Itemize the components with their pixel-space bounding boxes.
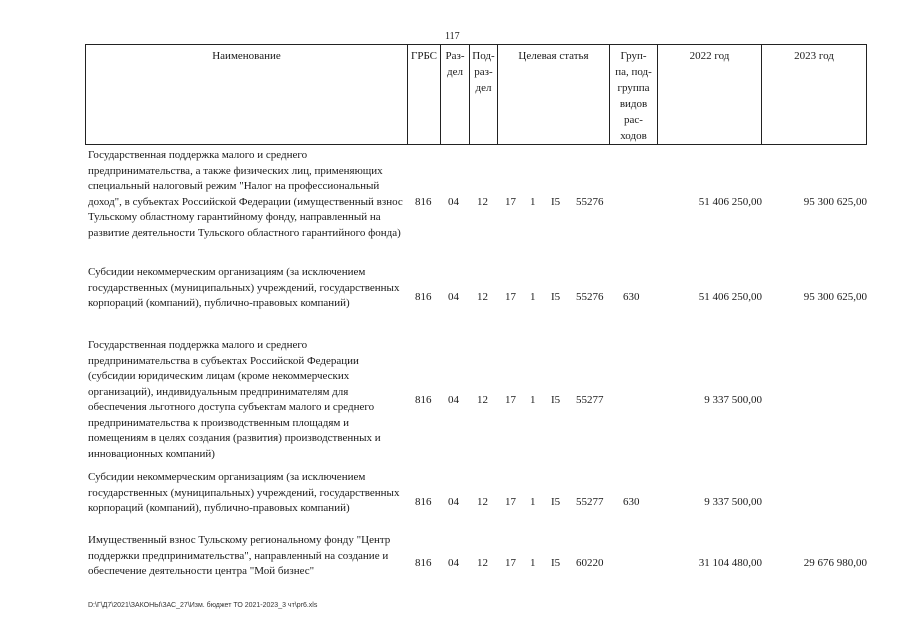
row-expense-group: 630 xyxy=(623,496,640,508)
row-2022-value: 9 337 500,00 xyxy=(704,394,762,406)
row-grbs: 816 xyxy=(415,196,432,208)
header-razdel: Раз- дел xyxy=(441,45,470,145)
row-target-subprogram: 1 xyxy=(530,291,536,303)
row-target-code: 60220 xyxy=(576,557,604,569)
row-2023-value: 95 300 625,00 xyxy=(803,196,867,208)
header-target: Целевая статья xyxy=(498,45,610,145)
row-target-code: 55277 xyxy=(576,394,604,406)
row-target-project: I5 xyxy=(551,557,561,569)
row-grbs: 816 xyxy=(415,291,432,303)
row-name: Государственная поддержка малого и среднего предпринимательства, а также физических лиц, применяющих специальный налоговый режим "Налог на профессиональный доход", в субъектах Российской Федерации (имущественный взнос Тульскому областному гарантийному фонду, направленный на развитие деятельности Тульского областного гарантийного фонда) xyxy=(88,149,403,239)
row-2022-value: 31 104 480,00 xyxy=(698,557,762,569)
row-name: Государственная поддержка малого и среднего предпринимательства в субъектах Российской Федерации (субсидии юридическим лицам (кроме некоммерческих организаций), индивидуальным предпринимателям для обеспечения льготного доступа субъектам малого и среднего предпринимательства к производственным площадям и помещениям в целях создания (развития) производственных и инновационных компаний) xyxy=(88,339,381,460)
row-2022-value: 51 406 250,00 xyxy=(698,196,762,208)
row-target-program: 17 xyxy=(505,196,516,208)
page-number: 117 xyxy=(445,31,460,42)
row-target-subprogram: 1 xyxy=(530,496,536,508)
header-grbs: ГРБС xyxy=(408,45,441,145)
row-grbs: 816 xyxy=(415,394,432,406)
header-2023: 2023 год xyxy=(762,45,867,145)
row-target-program: 17 xyxy=(505,557,516,569)
row-target-subprogram: 1 xyxy=(530,394,536,406)
row-target-subprogram: 1 xyxy=(530,557,536,569)
row-grbs: 816 xyxy=(415,557,432,569)
row-target-program: 17 xyxy=(505,291,516,303)
row-target-program: 17 xyxy=(505,394,516,406)
row-razdel: 04 xyxy=(448,196,459,208)
header-name: Наименование xyxy=(86,45,408,145)
header-group: Груп- па, под- группа видов рас- ходов xyxy=(610,45,658,145)
header-2022: 2022 год xyxy=(658,45,762,145)
row-podrazdel: 12 xyxy=(477,196,488,208)
header-podrazdel: Под- раз- дел xyxy=(470,45,498,145)
row-2022-value: 51 406 250,00 xyxy=(698,291,762,303)
row-target-code: 55276 xyxy=(576,196,604,208)
row-expense-group: 630 xyxy=(623,291,640,303)
row-target-project: I5 xyxy=(551,394,561,406)
row-podrazdel: 12 xyxy=(477,291,488,303)
row-target-project: I5 xyxy=(551,291,561,303)
file-path-footer: D:\Г\Д7\2021\ЗАКОНЫ\ЗАС_27\Изм. бюджет ТО 2021-2023_3 чт\pr6.xls xyxy=(88,602,318,609)
row-2022-value: 9 337 500,00 xyxy=(704,496,762,508)
row-podrazdel: 12 xyxy=(477,394,488,406)
row-target-project: I5 xyxy=(551,196,561,208)
row-podrazdel: 12 xyxy=(477,496,488,508)
row-grbs: 816 xyxy=(415,496,432,508)
row-razdel: 04 xyxy=(448,394,459,406)
row-name: Имущественный взнос Тульскому региональному фонду "Центр поддержки предпринимательства", направленный на создание и обеспечение деятельности центра "Мой бизнес" xyxy=(88,534,391,577)
row-target-code: 55276 xyxy=(576,291,604,303)
row-razdel: 04 xyxy=(448,557,459,569)
row-podrazdel: 12 xyxy=(477,557,488,569)
row-2023-value: 95 300 625,00 xyxy=(803,291,867,303)
row-name: Субсидии некоммерческим организациям (за исключением государственных (муниципальных) учреждений, государственных корпораций (компаний), публично-правовых компаний) xyxy=(88,266,400,309)
row-razdel: 04 xyxy=(448,496,459,508)
row-target-subprogram: 1 xyxy=(530,196,536,208)
row-razdel: 04 xyxy=(448,291,459,303)
row-target-program: 17 xyxy=(505,496,516,508)
row-target-code: 55277 xyxy=(576,496,604,508)
table-header xyxy=(85,44,867,145)
row-2023-value: 29 676 980,00 xyxy=(803,557,867,569)
row-target-project: I5 xyxy=(551,496,561,508)
row-name: Субсидии некоммерческим организациям (за исключением государственных (муниципальных) учреждений, государственных корпораций (компаний), публично-правовых компаний) xyxy=(88,471,400,514)
